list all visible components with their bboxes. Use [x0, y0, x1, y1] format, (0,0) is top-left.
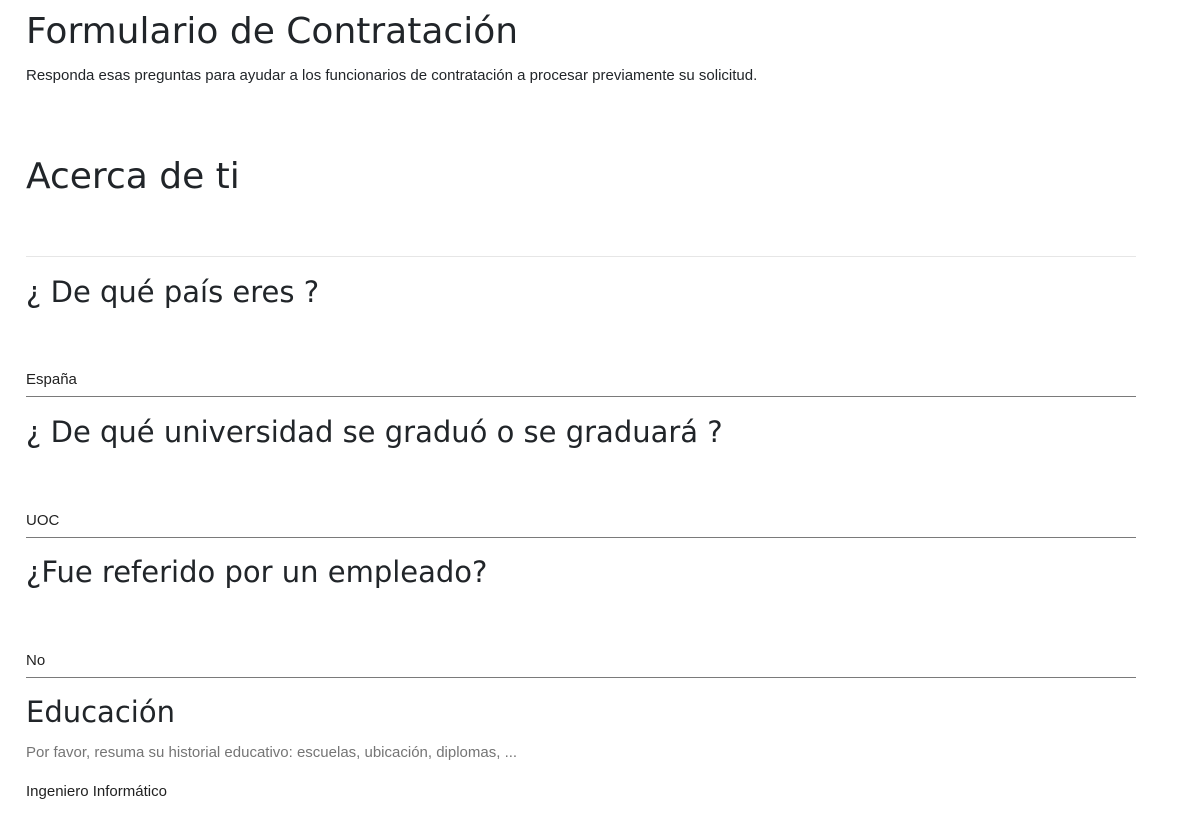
university-answer-value: UOC: [26, 512, 60, 529]
university-question-label: ¿ De qué universidad se graduó o se graduará ?: [26, 415, 723, 449]
referral-answer-value: No: [26, 652, 46, 669]
university-question: [26, 414, 1136, 529]
education-answer-field[interactable]: Ingeniero Informático: [26, 783, 167, 800]
section-divider: [26, 256, 1136, 257]
referral-question: [26, 554, 1136, 669]
referral-question-label: ¿Fue referido por un empleado?: [26, 555, 488, 589]
education-question: [26, 694, 1136, 800]
country-question-label: ¿ De qué país eres ?: [26, 275, 320, 309]
education-hint: Por favor, resuma su historial educativo: escuelas, ubicación, diplomas, ...: [26, 744, 518, 761]
about-section-title: Acerca de ti: [26, 156, 240, 197]
referral-answer-field[interactable]: [26, 648, 1136, 678]
form-subtitle: Responda esas preguntas para ayudar a los funcionarios de contratación a procesar previamente su solicitud.: [26, 67, 758, 84]
country-question: [26, 274, 1136, 388]
country-answer-value: España: [26, 371, 77, 388]
university-answer-field[interactable]: [26, 508, 1136, 538]
form-title: Formulario de Contratación: [26, 11, 519, 52]
country-answer-field[interactable]: [26, 367, 1136, 397]
education-question-label: Educación: [26, 695, 175, 729]
